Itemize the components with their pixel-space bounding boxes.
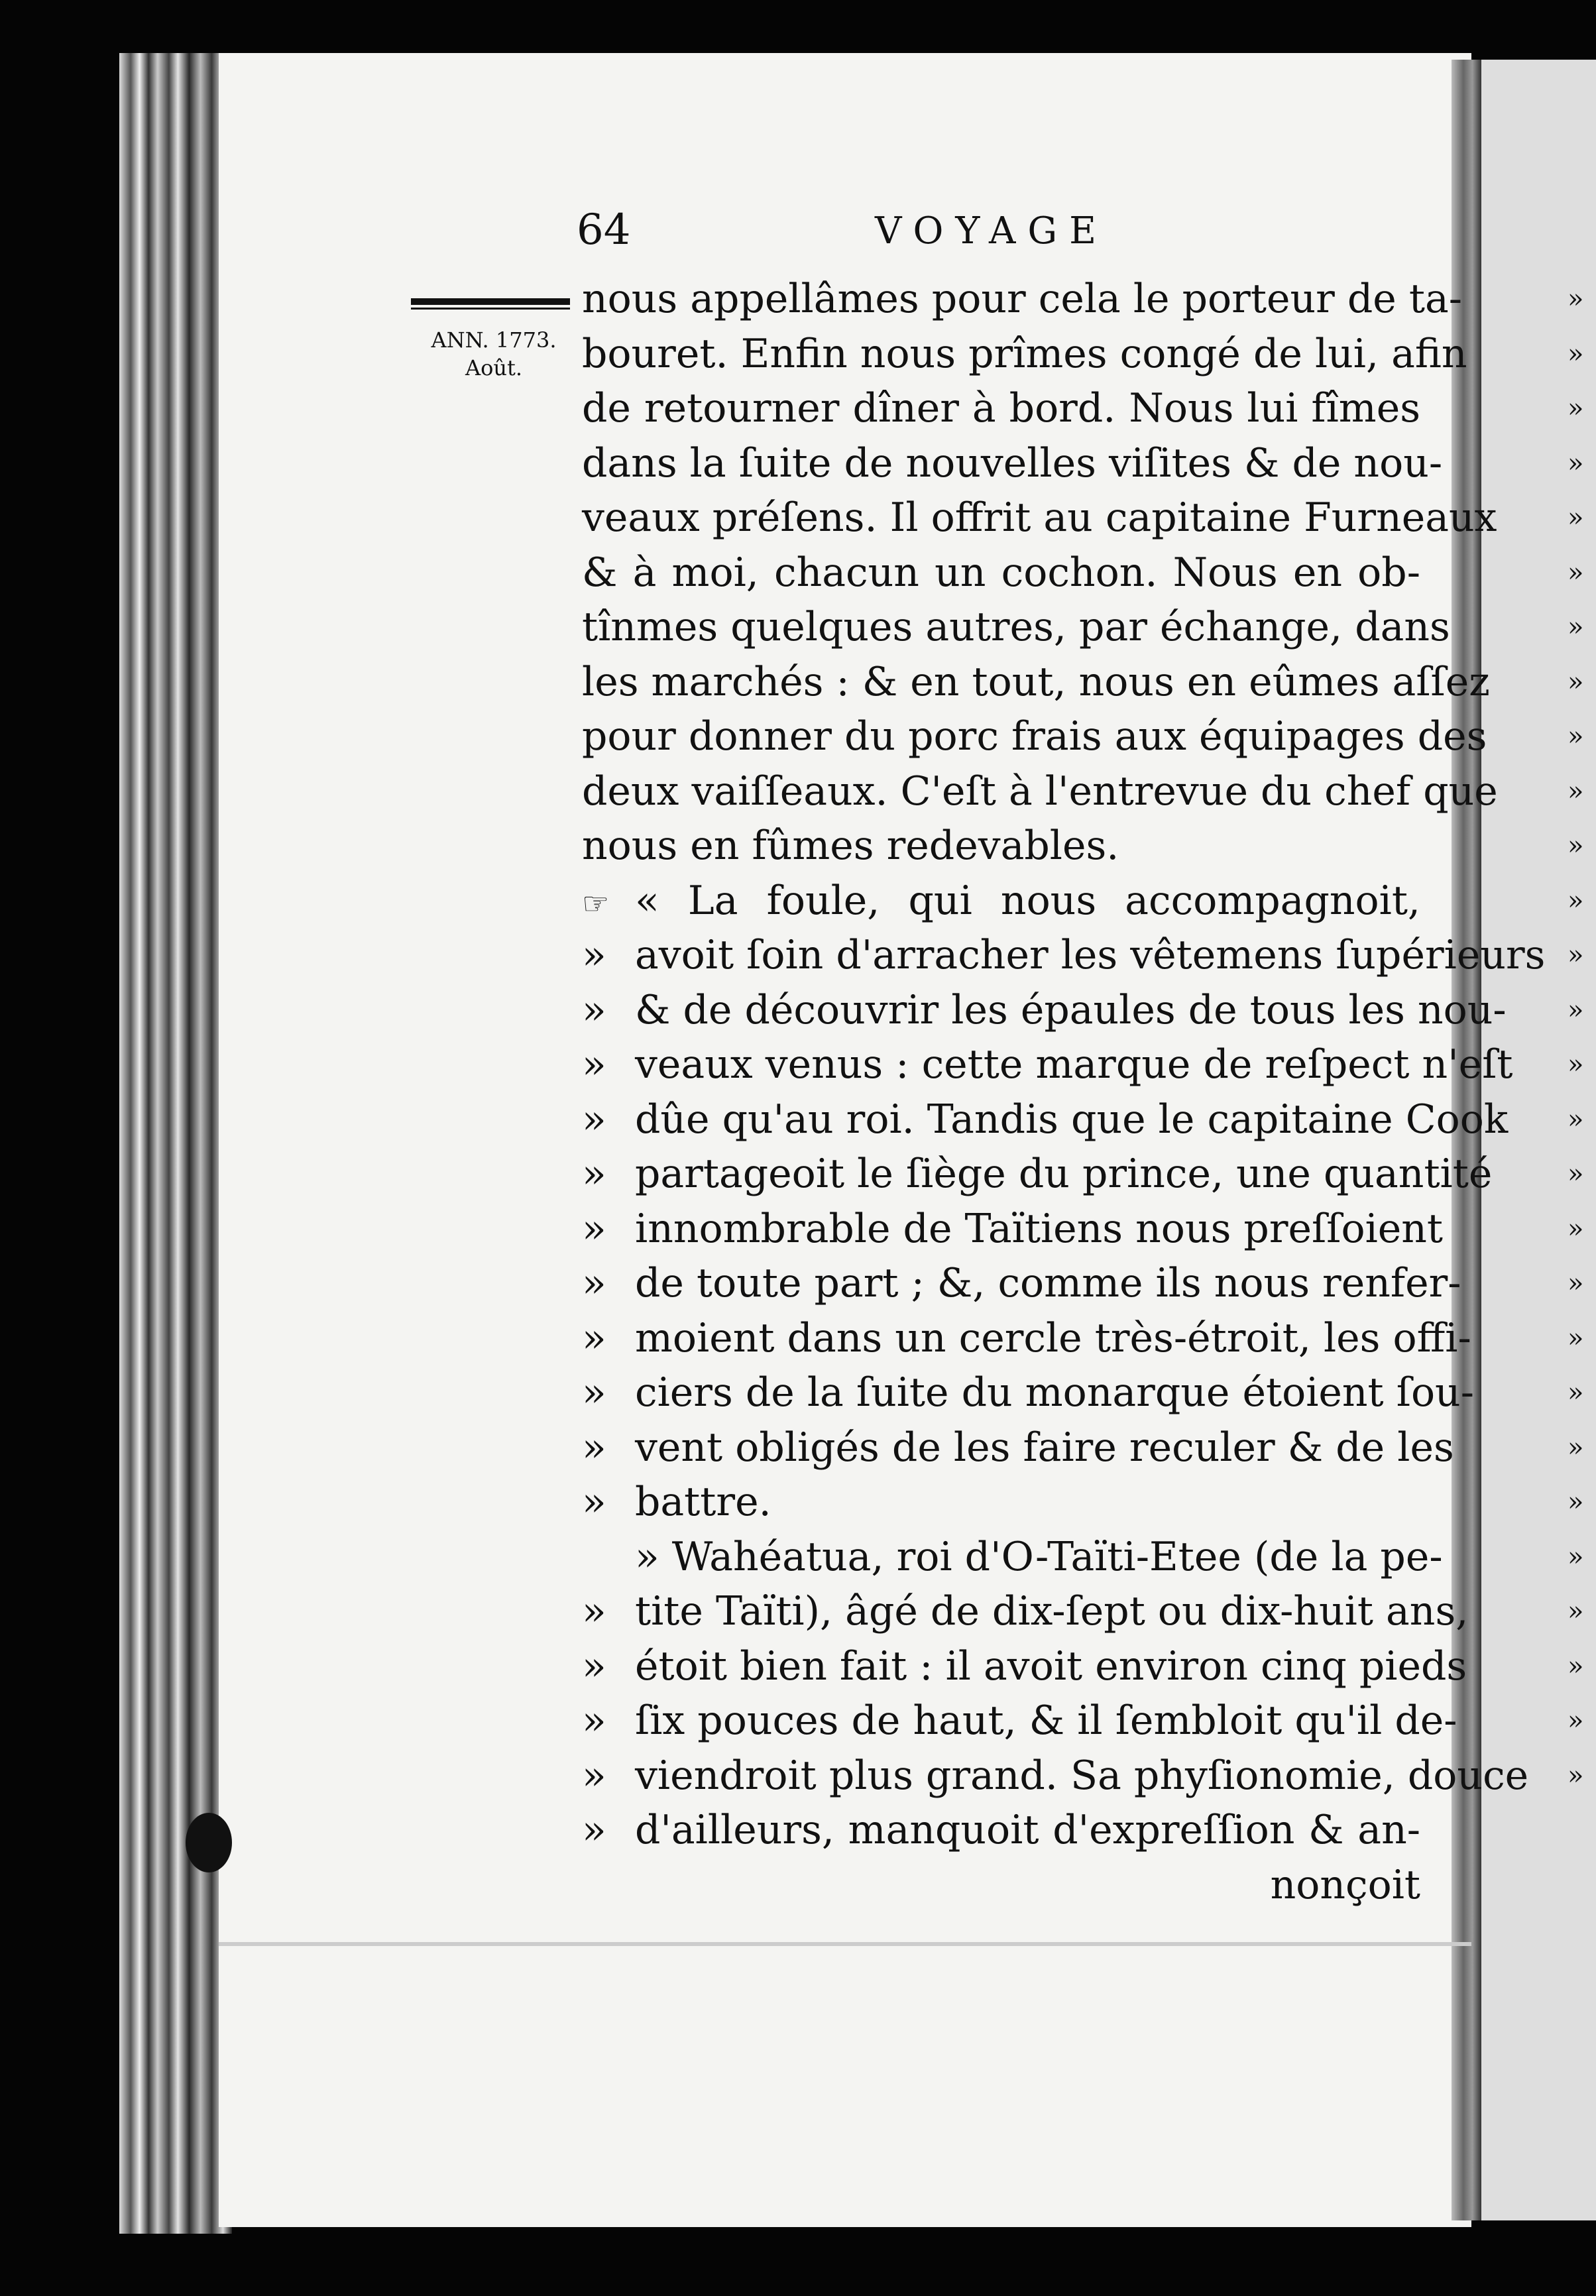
facing-quote-mark: » <box>1568 393 1584 424</box>
line-text: de retourner dîner à bord. Nous lui fîmes <box>582 385 1420 431</box>
facing-quote-mark: » <box>1568 612 1584 642</box>
quote-mark: » <box>582 1697 606 1744</box>
text-line <box>582 436 1443 491</box>
quote-mark: » <box>582 1424 606 1471</box>
facing-quote-mark: » <box>1568 1322 1584 1353</box>
quote-mark: » <box>582 1479 606 1525</box>
facing-quote-mark: » <box>1568 1760 1584 1791</box>
facing-quote-mark: » <box>1568 940 1584 970</box>
page-header <box>577 205 1412 265</box>
line-text: ſix pouces de haut, & il ſembloit qu'il de- <box>635 1697 1457 1744</box>
line-text: tite Taïti), âgé de dix-ſept ou dix-huit ans, <box>635 1588 1469 1635</box>
facing-quote-mark: » <box>1568 1487 1584 1517</box>
facing-quote-mark: » <box>1568 1104 1584 1135</box>
page-divider <box>219 1942 1471 1946</box>
quote-mark: » <box>582 1588 606 1635</box>
line-text: veaux venus : cette marque de reſpect n'eſt <box>635 1041 1513 1088</box>
line-text: tînmes quelques autres, par échange, dans <box>582 604 1450 650</box>
quote-mark: » <box>582 1041 606 1088</box>
text-line <box>582 1530 1443 1585</box>
facing-page-quote-marks <box>1568 272 1596 1803</box>
quote-mark: » <box>582 1260 606 1306</box>
quote-mark: » <box>582 1151 606 1197</box>
facing-quote-mark: » <box>1568 1377 1584 1408</box>
text-line <box>582 1202 1444 1257</box>
line-text: & à moi, chacun un cochon. Nous en ob- <box>582 549 1420 596</box>
running-title: VOYAGE <box>875 209 1109 253</box>
text-line <box>582 1037 1513 1092</box>
text-line <box>582 381 1420 436</box>
text-line <box>582 1693 1457 1749</box>
quote-mark: » <box>582 1752 606 1799</box>
text-line <box>582 709 1487 764</box>
text-line <box>582 1584 1469 1639</box>
line-text: & de découvrir les épaules de tous les nou- <box>635 986 1507 1033</box>
text-line <box>582 600 1450 655</box>
line-text: bouret. Enfin nous prîmes congé de lui, afin <box>582 330 1467 377</box>
line-text: vent obligés de les faire reculer & de les <box>635 1424 1454 1471</box>
margin-note-month: Août. <box>465 355 522 380</box>
facing-quote-mark: » <box>1568 1049 1584 1080</box>
line-text: d'ailleurs, manquoit d'expreſſion & an- <box>635 1807 1420 1853</box>
margin-note-year: ANN. 1773. <box>431 327 557 353</box>
text-line <box>582 490 1497 545</box>
margin-note <box>411 326 577 382</box>
text-line <box>582 1639 1467 1694</box>
line-text: de toute part ; &, comme ils nous renfer- <box>635 1260 1461 1306</box>
facing-quote-mark: » <box>1568 1268 1584 1298</box>
text-line <box>582 1311 1471 1366</box>
text-line <box>582 1147 1493 1202</box>
text-line <box>582 1092 1509 1147</box>
line-text: avoit ſoin d'arracher les vêtemens ſupérieurs <box>635 932 1546 978</box>
facing-quote-mark: » <box>1568 885 1584 916</box>
quote-mark: » <box>582 1096 606 1143</box>
line-text: innombrable de Taïtiens nous preſſoient <box>635 1205 1444 1252</box>
quote-mark: » <box>582 1314 606 1361</box>
text-line <box>582 1420 1454 1475</box>
text-line <box>582 545 1420 601</box>
quote-mark: » <box>582 932 606 978</box>
quote-mark: » <box>582 1369 606 1416</box>
facing-quote-mark: » <box>1568 775 1584 807</box>
line-text: nous appellâmes pour cela le porteur de ta- <box>582 276 1462 322</box>
text-line <box>582 874 1420 929</box>
facing-quote-mark: » <box>1568 1596 1584 1627</box>
line-text: nous en fûmes redevables. <box>582 823 1119 869</box>
line-text: « La foule, qui nous accompagnoit, <box>635 877 1420 924</box>
text-line <box>582 655 1490 710</box>
margin-rule <box>411 298 570 305</box>
pointing-hand-icon: ☞ <box>582 885 610 921</box>
facing-quote-mark: » <box>1568 1705 1584 1736</box>
text-line <box>582 1858 1420 1913</box>
line-text: les marchés : & en tout, nous en eûmes aſſez <box>582 658 1490 705</box>
margin-rule-thin <box>411 308 570 310</box>
text-line <box>582 272 1462 327</box>
line-text: deux vaiſſeaux. C'eſt à l'entrevue du chef que <box>582 768 1498 815</box>
facing-quote-mark: » <box>1568 1650 1584 1682</box>
line-text: étoit bien fait : il avoit environ cinq pieds <box>635 1642 1467 1690</box>
text-line <box>582 1256 1461 1311</box>
facing-quote-mark: » <box>1568 1213 1584 1244</box>
line-text: veaux préſens. Il offrit au capitaine Furneaux <box>582 494 1497 541</box>
ink-blot <box>186 1813 232 1872</box>
facing-quote-mark: » <box>1568 1432 1584 1463</box>
facing-quote-mark: » <box>1568 1541 1584 1572</box>
text-line <box>582 983 1507 1038</box>
quote-mark: » <box>582 1807 606 1853</box>
facing-quote-mark: » <box>1568 721 1584 752</box>
text-line <box>582 1749 1529 1804</box>
text-line <box>582 764 1498 819</box>
facing-quote-mark: » <box>1568 994 1584 1025</box>
facing-quote-mark: » <box>1568 502 1584 533</box>
text-line <box>582 1475 1420 1530</box>
text-line <box>582 1803 1420 1858</box>
quote-mark: » <box>582 986 606 1033</box>
line-text: dans la ſuite de nouvelles viſites & de nou- <box>582 439 1443 487</box>
text-line <box>582 928 1546 983</box>
text-line <box>582 1365 1474 1420</box>
facing-quote-mark: » <box>1568 831 1584 861</box>
line-text: battre. <box>635 1479 771 1525</box>
facing-quote-mark: » <box>1568 1159 1584 1189</box>
book-spine <box>119 53 232 2234</box>
facing-quote-mark: » <box>1568 284 1584 314</box>
facing-quote-mark: » <box>1568 338 1584 369</box>
facing-quote-mark: » <box>1568 447 1584 479</box>
page-number: 64 <box>577 205 631 255</box>
line-text: pour donner du porc frais aux équipages des <box>582 713 1487 760</box>
body-text <box>582 272 1546 1912</box>
facing-quote-mark: » <box>1568 557 1584 588</box>
text-line <box>582 327 1467 382</box>
line-text: moient dans un cercle très-étroit, les offi- <box>635 1314 1471 1361</box>
line-text: dûe qu'au roi. Tandis que le capitaine Cook <box>635 1096 1509 1143</box>
text-line <box>582 819 1420 874</box>
line-text: » Wahéatua, roi d'O-Taïti-Etee (de la pe- <box>635 1533 1443 1580</box>
quote-mark: » <box>582 1205 606 1252</box>
line-text: partageoit le ſiège du prince, une quantité <box>635 1151 1493 1197</box>
facing-quote-mark: » <box>1568 666 1584 697</box>
line-text: ciers de la ſuite du monarque étoient ſou- <box>635 1369 1474 1416</box>
quote-mark: » <box>582 1642 606 1690</box>
line-text: nonçoit <box>1270 1861 1420 1908</box>
line-text: viendroit plus grand. Sa phyſionomie, douce <box>635 1752 1529 1799</box>
